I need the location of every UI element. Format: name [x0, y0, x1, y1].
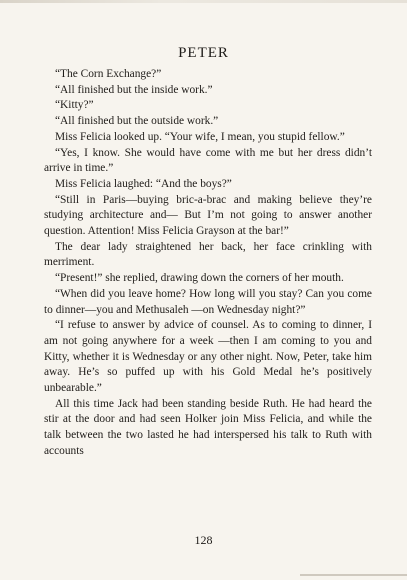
paragraph: Miss Felicia laughed: “And the boys?”: [55, 177, 232, 190]
page-number: 128: [194, 533, 213, 547]
paragraph: All this time Jack had been standing beside Ruth. He had heard the stir at the door and had seen Holker join Miss Felicia, and while the talk between the two lasted he had interspersed his talk to Ruth with accounts: [44, 397, 372, 457]
paragraph: “Kitty?”: [55, 99, 94, 112]
page-top-edge: [0, 0, 407, 3]
body-text: [44, 67, 372, 460]
paragraph: “All finished but the inside work.”: [55, 83, 213, 96]
paragraph: “When did you leave home? How long will you stay? Can you come to dinner—you and Methusaleh —on Wednesday night?”: [44, 287, 372, 316]
paragraph: “Present!” she replied, drawing down the corners of her mouth.: [55, 272, 344, 285]
paragraph: “Still in Paris—buying bric-a-brac and making believe they’re studying architecture and— But I’m not going to answer another question. Attention! Miss Felicia Grayson at the bar!”: [44, 193, 372, 238]
paragraph: Miss Felicia looked up. “Your wife, I mean, you stupid fellow.”: [55, 130, 345, 143]
paragraph: “I refuse to answer by advice of counsel. As to coming to dinner, I am not going anywhere for a week —then I am coming to you and Kitty, whether it is Wednesday or any other night. Now, Peter, take him away. He’s so puffed up with his Gold Medal he’s positively unbearable.”: [44, 319, 372, 395]
page-bottom-edge: [300, 574, 407, 576]
paragraph: “Yes, I know. She would have come with me but her dress didn’t arrive in time.”: [44, 146, 372, 175]
paragraph: “The Corn Exchange?”: [55, 68, 162, 80]
running-head: PETER: [178, 45, 229, 61]
paragraph: “All finished but the outside work.”: [55, 115, 219, 128]
paragraph: The dear lady straightened her back, her face crinkling with merriment.: [44, 240, 372, 269]
